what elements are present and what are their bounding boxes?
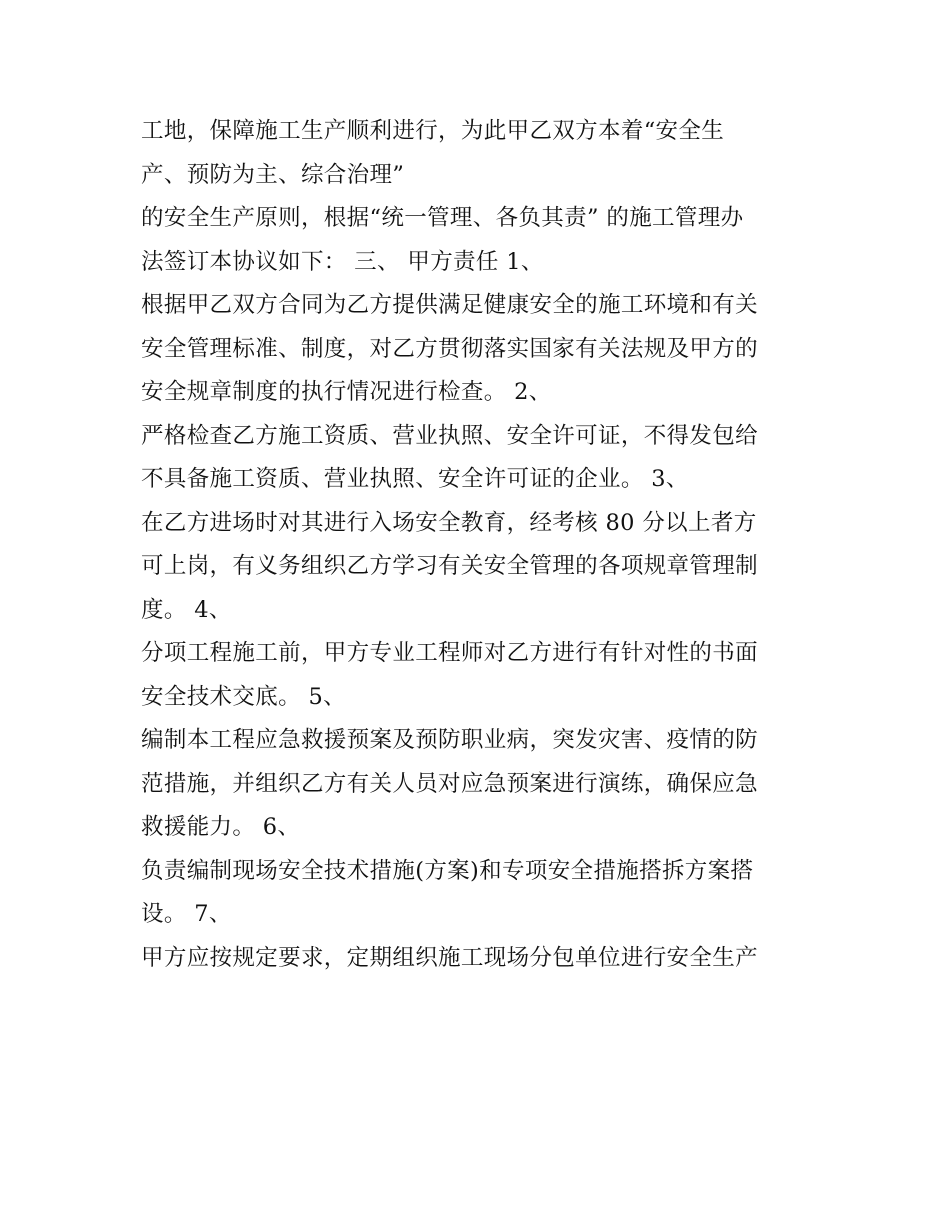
text-line: 范措施，并组织乙方有关人员对应急预案进行演练，确保应急: [141, 770, 758, 797]
text-line: 安全技术交底。 5、: [141, 683, 346, 710]
text-line: 编制本工程应急救援预案及预防职业病，突发灾害、疫情的防: [141, 727, 758, 753]
text-line: 甲方应按规定要求，定期组织施工现场分包单位进行安全生产: [141, 944, 758, 971]
document-body: [141, 110, 821, 980]
text-line: 安全规章制度的执行情况进行检查。 2、: [141, 379, 552, 405]
text-line: 可上岗，有义务组织乙方学习有关安全管理的各项规章管理制: [141, 553, 758, 579]
text-line: 救援能力。 6、: [141, 814, 301, 840]
text-line: 不具备施工资质、营业执照、安全许可证的企业。 3、: [141, 466, 689, 492]
text-line: 安全管理标准、制度，对乙方贯彻落实国家有关法规及甲方的: [141, 335, 758, 362]
text-line: 在乙方进场时对其进行入场安全教育，经考核 80 分以上者方: [141, 509, 757, 536]
text-line: 分项工程施工前，甲方专业工程师对乙方进行有针对性的书面: [141, 640, 758, 666]
text-line: 度。 4、: [141, 596, 232, 623]
text-line: 设。 7、: [141, 901, 232, 927]
text-line: 根据甲乙双方合同为乙方提供满足健康安全的施工环境和有关: [141, 292, 758, 318]
text-line: 工地，保障施工生产顺利进行，为此甲乙双方本着“安全生: [141, 118, 725, 144]
text-line: 负责编制现场安全技术措施(方案)和专项安全措施搭拆方案搭: [141, 857, 754, 884]
text-line: 严格检查乙方施工资质、营业执照、安全许可证，不得发包给: [141, 422, 758, 449]
text-line: 的安全生产原则，根据“统一管理、各负其责” 的施工管理办: [141, 205, 744, 231]
text-line: 产、预防为主、综合治理”: [141, 161, 405, 188]
text-line: 法签订本协议如下： 三、 甲方责任 1、: [141, 248, 544, 275]
